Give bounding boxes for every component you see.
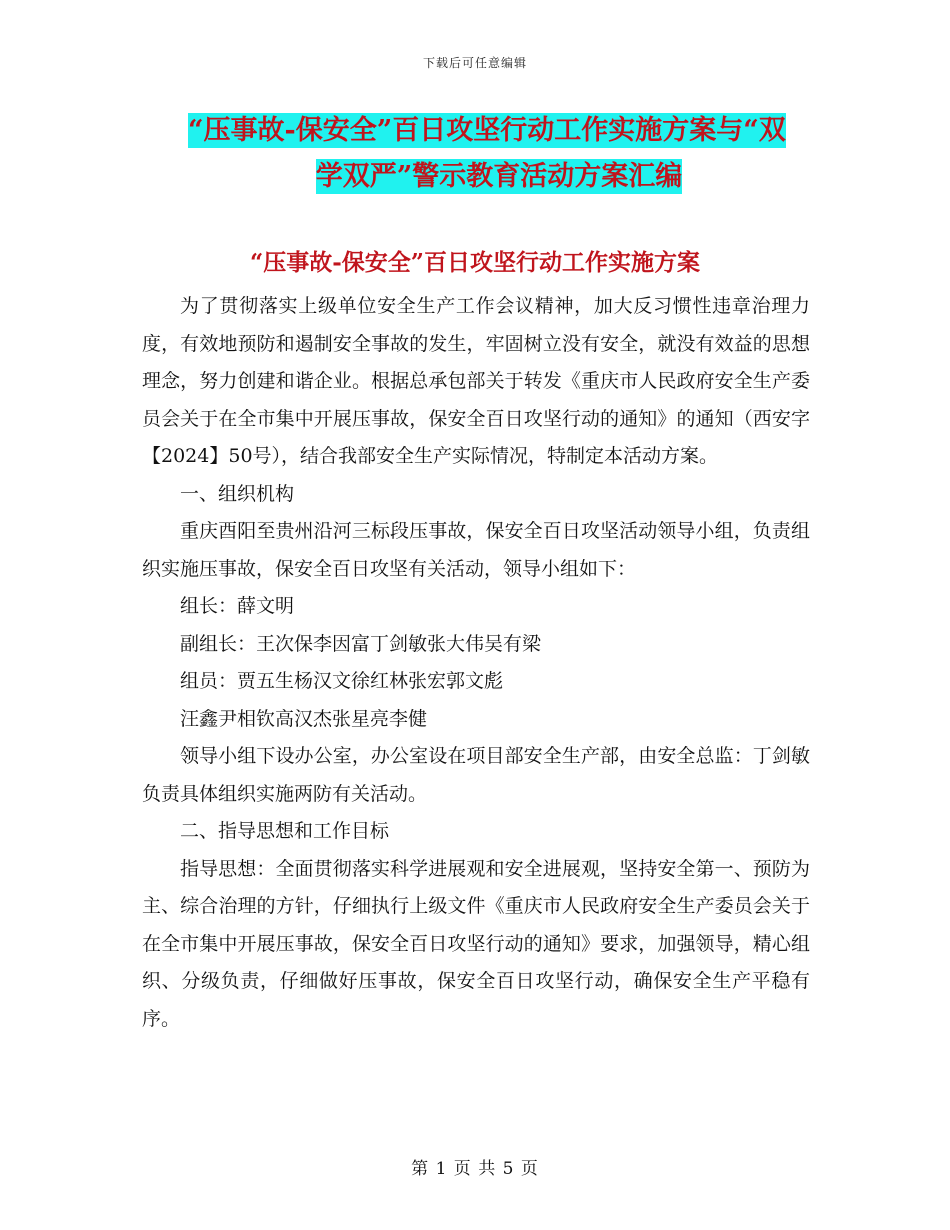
title-line-2: 学双严”警示教育活动方案汇编 xyxy=(315,161,683,192)
paragraph-intro: 为了贯彻落实上级单位安全生产工作会议精神，加大反习惯性违章治理力度，有效地预防和遏制安全事故的发生，牢固树立没有安全，就没有效益的思想理念，努力创建和谐企业。根据总承包部关于转发《重庆市人民政府安全生产委员会关于在全市集中开展压事故，保安全百日攻坚行动的通知》的通知（西安字【2024】50号），结合我部安全生产实际情况，特制定本活动方案。 xyxy=(142,295,810,467)
paragraph-members-cont: 汪鑫尹相钦高汉杰张星亮李健 xyxy=(180,707,428,730)
header-note: 下载后可任意编辑 xyxy=(422,56,527,70)
body-text xyxy=(142,288,810,1038)
heading-guiding-ideology: 二、指导思想和工作目标 xyxy=(180,820,390,842)
section-title: “压事故-保安全”百日攻坚行动工作实施方案 xyxy=(249,249,700,276)
title-line-1: “压事故-保安全”百日攻坚行动工作实施方案与“双 xyxy=(188,115,786,146)
paragraph-members: 组员：贾五生杨汉文徐红林张宏郭文彪 xyxy=(180,670,504,692)
paragraph-deputy-leaders: 副组长：王次保李因富丁剑敏张大伟吴有梁 xyxy=(180,632,542,655)
heading-organization: 一、组织机构 xyxy=(180,482,295,505)
paragraph-office: 领导小组下设办公室，办公室设在项目部安全生产部，由安全总监：丁剑敏负责具体组织实施两防有关活动。 xyxy=(142,745,810,805)
paragraph-guiding-ideology: 指导思想：全面贯彻落实科学进展观和安全进展观，坚持安全第一、预防为主、综合治理的方针，仔细执行上级文件《重庆市人民政府安全生产委员会关于在全市集中开展压事故，保安全百日攻坚行动的通知》要求，加强领导，精心组织、分级负责，仔细做好压事故，保安全百日攻坚行动，确保安全生产平稳有序。 xyxy=(142,857,810,1030)
document-title xyxy=(188,108,810,200)
page-footer: 第 1 页 共 5 页 xyxy=(411,1159,539,1179)
paragraph-group-leader: 组长：薛文明 xyxy=(180,595,295,617)
paragraph-leadership-group: 重庆酉阳至贵州沿河三标段压事故，保安全百日攻坚活动领导小组，负责组织实施压事故，保安全百日攻坚有关活动，领导小组如下： xyxy=(142,520,810,580)
